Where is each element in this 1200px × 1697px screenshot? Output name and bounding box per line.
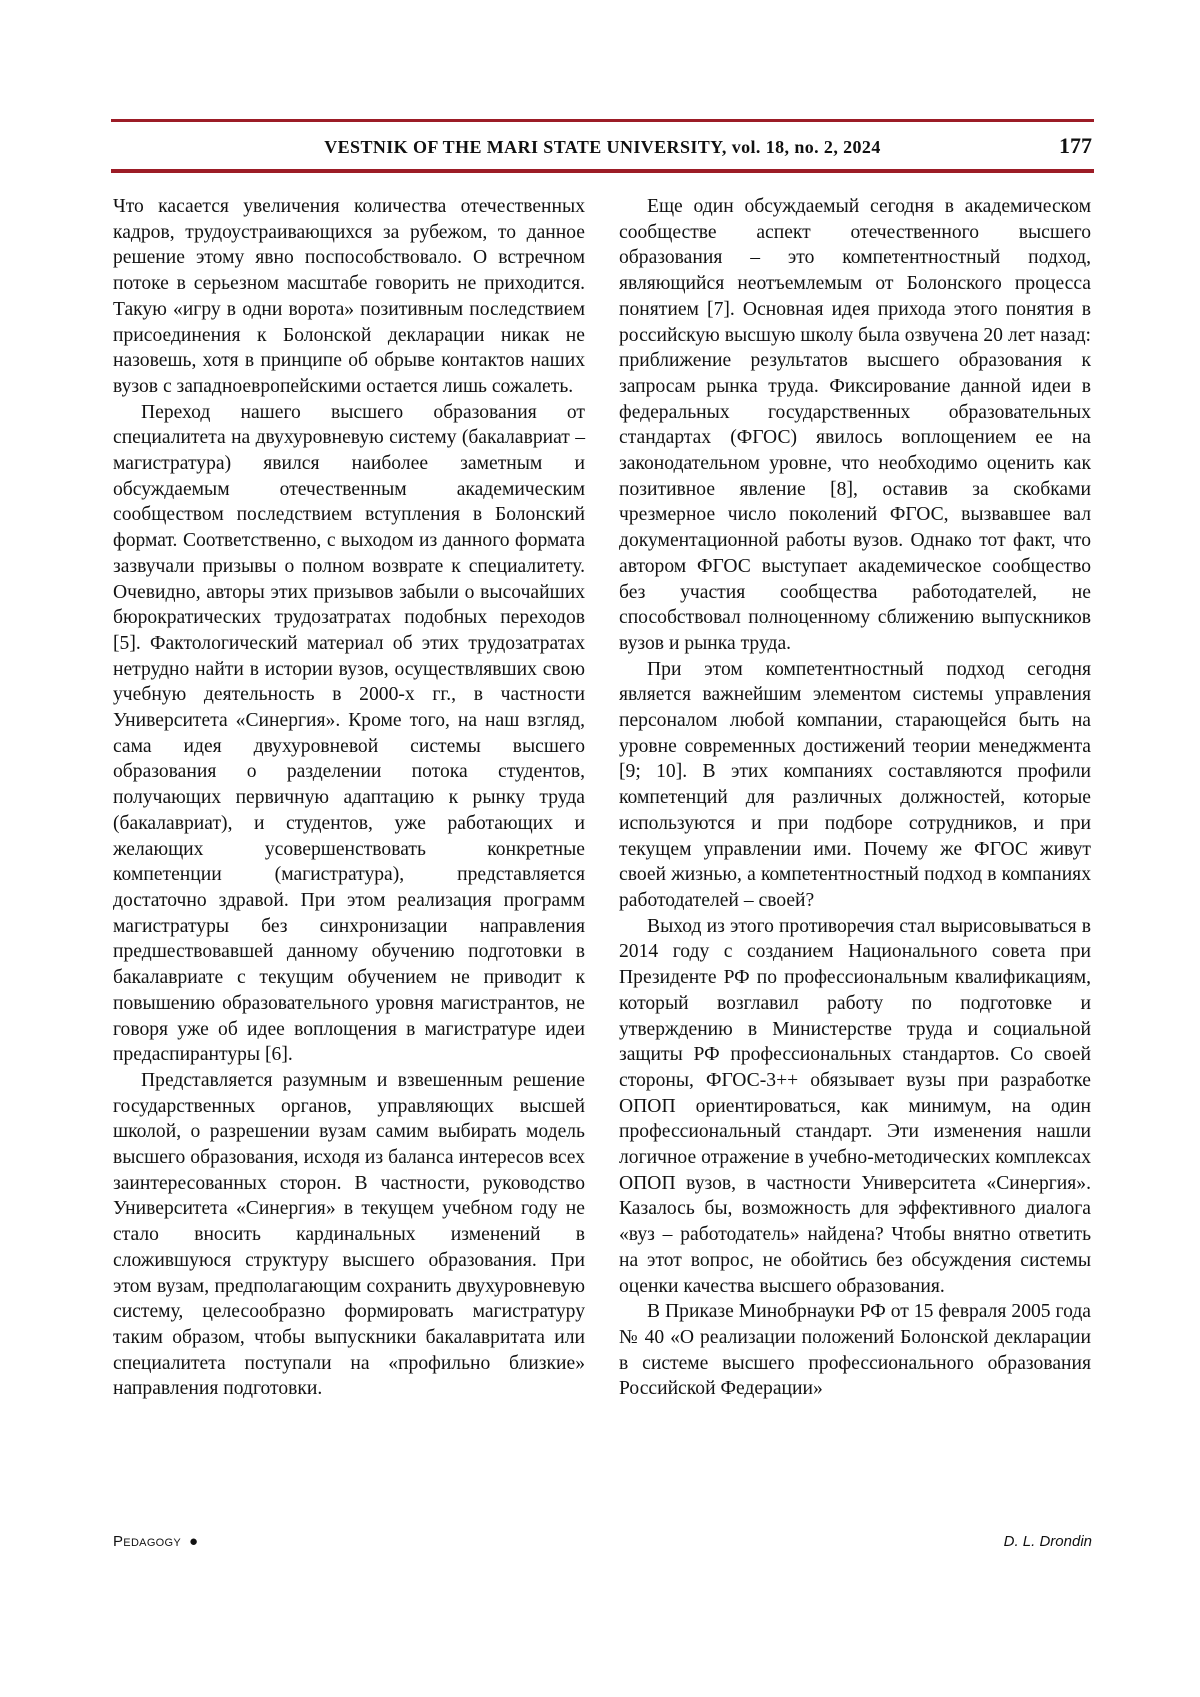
paragraph: Представляется разумным и взвешенным решение государственных органов, управляющих высшей школой, о разрешении вузам самим выбирать модель высшего образования, исходя из баланса интересов всех заинтересованных сторон. В частности, руководство Университета «Синергия» в текущем учебном году не стало вносить кардинальных изменений в сложившуюся структуру высшего образования. При этом вузам, предполагающим сохранить двухуровневую систему, целесообразно формировать магистратуру таким образом, чтобы выпускники бакалавритата или специалитета поступали на «профильно близкие» направления подготовки. — [113, 1069, 585, 1400]
paragraph: Выход из этого противоречия стал вырисовываться в 2014 году с созданием Национального совета при Президенте РФ по профессиональным квалификациям, который возглавил работу по подготовке и утверждению в Министерстве труда и социальной защиты РФ профессиональных стандартов. Со своей стороны, ФГОС-3++ обязывает вузы при разработке ОПОП ориентироваться, как минимум, на один профессиональный стандарт. Эти изменения нашли логичное отражение в учебно-методических комплексах ОПОП вузов, в частности Университета «Синергия». Казалось бы, возможность для эффективного диалога «вуз – работодатель» найдена? Чтобы внятно ответить на этот вопрос, не обойтись без обсуждения системы оценки качества высшего образования. — [619, 915, 1092, 1297]
paragraph: Еще один обсуждаемый сегодня в академическом сообществе аспект отечественного высшего образования – это компетентностный подход, являющийся неотъемлемым от Болонского процесса понятием [7]. Основная идея прихода этого понятия в российскую высшую школу была озвучена 20 лет назад: приближение результатов высшего образования к запросам рынка труда. Фиксирование данной идеи в федеральных государственных образовательных стандартах (ФГОС) явилось воплощением ее на законодательном уровне, что необходимо оценить как позитивное явление [8], оставив за скобками чрезмерное число поколений ФГОС, вызвавшее вал документационной работы вузов. Однако тот факт, что автором ФГОС выступает академическое сообщество без участия сообщества работодателей, не способствовал полноценному сближению выпускников вузов и рынка труда. — [619, 196, 1091, 654]
footer-section — [113, 1533, 198, 1550]
header-bottom-rule — [111, 169, 1094, 173]
paragraph: В Приказе Минобрнауки РФ от 15 февраля 2005 года № 40 «О реализации положений Болонской декларации в системе высшего профессионального образования Российской Федерации» — [619, 1301, 1091, 1400]
header-top-rule — [111, 119, 1094, 122]
paragraph: Что касается увеличения количества отечественных кадров, трудоустраивающихся за рубежом, то данное решение этому явно поспособствовало. О встречном потоке в серьезном масштабе говорить не приходится. Такую «игру в одни ворота» позитивным последствием присоединения к Болонской декларации никак не назовешь, хотя в принципе об обрыве контактов наших вузов с западноевропейскими остается лишь сожалеть. — [113, 196, 585, 397]
paragraph: При этом компетентностный подход сегодня является важнейшим элементом системы управления персоналом любой компании, старающейся быть на уровне современных достижений теории менеджмента [9; 10]. В этих компаниях составляются профили компетенций для различных должностей, которые используются и при подборе сотрудников, и при текущем управлении ими. Почему же ФГОС живут своей жизнью, а компетентностный подход в компаниях работодателей – своей? — [619, 658, 1091, 911]
footer-section-label: Pedagogy — [113, 1533, 182, 1550]
right-column — [619, 194, 1091, 1402]
footer-author: D. L. Drondin — [1003, 1533, 1092, 1550]
left-column — [113, 194, 585, 1402]
paragraph: Переход нашего высшего образования от специалитета на двухуровневую систему (бакалавриат – магистратура) явился наиболее заметным и обсуждаемым отечественным академическим сообществом последствием вступления в Болонский формат. Соответственно, с выходом из данного формата зазвучали призывы о полном возврате к специалитету. Очевидно, авторы этих призывов забыли о высочайших бюрократических трудозатратах подобных переходов [5]. Фактологический материал об этих трудозатратах нетрудно найти в истории вузов, осуществлявших свою учебную деятельность в 2000-х гг., в частности Университета «Синергия». Кроме того, на наш взгляд, сама идея двухуровневой системы высшего образования о разделении потока студентов, получающих первичную адаптацию к рынку труда (бакалавриат), и студентов, уже работающих и желающих усовершенствовать конкретные компетенции (магистратура), представляется достаточно здравой. При этом реализация программ магистратуры без синхронизации направления предшествовавшей данному обучению подготовки в бакалавриате с текущим обучением не приводит к повышению образовательного уровня магистрантов, не говоря уже об идее воплощения в магистратуре идеи предаспирантуры [6]. — [113, 401, 585, 1066]
bullet-icon: ● — [189, 1533, 199, 1550]
running-title: VESTNIK OF THE MARI STATE UNIVERSITY, vol. 18, no. 2, 2024 — [324, 137, 881, 157]
page-number: 177 — [1059, 133, 1092, 158]
